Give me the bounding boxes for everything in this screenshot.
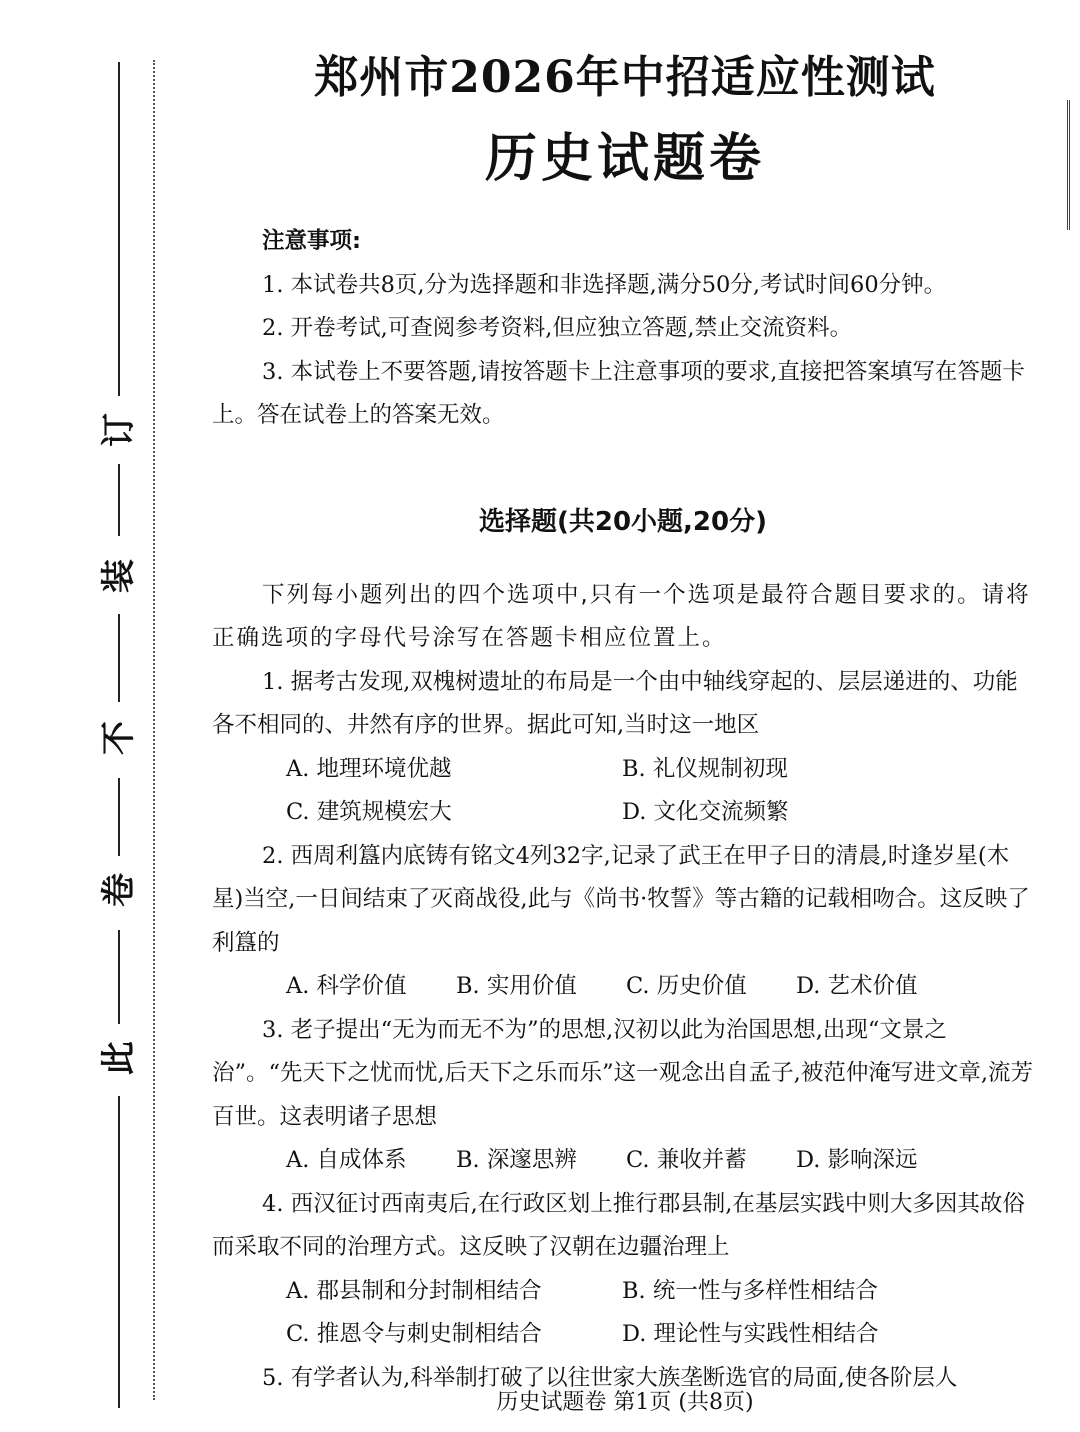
option: A. 郡县制和分封制相结合 xyxy=(286,1277,542,1304)
option: D. 影响深远 xyxy=(796,1147,918,1173)
option: D. 艺术价值 xyxy=(796,973,918,999)
binding-char-ci: 此 xyxy=(99,1035,139,1081)
exam-content xyxy=(212,220,1034,1400)
question-options xyxy=(212,748,1034,792)
binding-char-juan: 卷 xyxy=(99,867,139,913)
option: A. 自成体系 xyxy=(286,1147,407,1173)
option: A. 地理环境优越 xyxy=(286,755,452,782)
option: A. 科学价值 xyxy=(286,973,407,999)
binding-char-zhuang: 装 xyxy=(99,553,139,599)
option: C. 兼收并蓄 xyxy=(626,1147,747,1173)
option: C. 建筑规模宏大 xyxy=(286,799,452,825)
notice-item: 1. 本试卷共8页,分为选择题和非选择题,满分50分,考试时间60分钟。 xyxy=(262,271,947,298)
page-edge-mark xyxy=(1067,100,1080,230)
page-footer: 历史试题卷 第1页 (共8页) xyxy=(496,1390,754,1415)
question-stem: 4. 西汉征讨西南夷后,在行政区划上推行郡县制,在基层实践中则大多因其故俗而采取不同的治理方式。这反映了汉朝在边疆治理上 xyxy=(212,1190,1025,1260)
notice-item: 3. 本试卷上不要答题,请按答题卡上注意事项的要求,直接把答案填写在答题卡上。答在试卷上的答案无效。 xyxy=(212,358,1025,428)
question-stem: 1. 据考古发现,双槐树遗址的布局是一个由中轴线穿起的、层层递进的、功能各不相同的、井然有序的世界。据此可知,当时这一地区 xyxy=(212,668,1018,738)
binding-line-segment xyxy=(118,778,120,856)
option: B. 礼仪规制初现 xyxy=(622,755,788,782)
binding-line-segment xyxy=(118,464,120,536)
question-options xyxy=(212,791,1034,835)
option: C. 推恩令与刺史制相结合 xyxy=(286,1321,542,1347)
binding-line-segment xyxy=(118,614,120,702)
binding-line-bottom xyxy=(118,1096,120,1408)
binding-dotted-line xyxy=(153,60,155,1400)
question-stem: 2. 西周利簋内底铸有铭文4列32字,记录了武王在甲子日的清晨,时逢岁星(木星)当空,一日间结束了灭商战役,此与《尚书·牧誓》等古籍的记载相吻合。这反映了利簋的 xyxy=(212,842,1030,956)
question-options xyxy=(212,965,1034,1009)
question-options xyxy=(212,1270,1034,1314)
section-instruction: 下列每小题列出的四个选项中,只有一个选项是最符合题目要求的。请将正确选项的字母代号涂写在答题卡相应位置上。 xyxy=(212,581,1031,651)
question-stem: 5. 有学者认为,科举制打破了以往世家大族垄断选官的局面,使各阶层人 xyxy=(262,1364,958,1391)
exam-subject-title: 历史试题卷 xyxy=(484,129,765,189)
option: C. 历史价值 xyxy=(626,973,747,999)
binding-char-bu: 不 xyxy=(99,715,139,761)
notice-item: 2. 开卷考试,可查阅参考资料,但应独立答题,禁止交流资料。 xyxy=(262,315,853,341)
question-options xyxy=(212,1139,1034,1183)
section-title: 选择题(共20小题,20分) xyxy=(478,506,767,537)
option: B. 统一性与多样性相结合 xyxy=(622,1277,878,1304)
notice-heading: 注意事项: xyxy=(262,228,361,254)
question-stem: 3. 老子提出“无为而无不为”的思想,汉初以此为治国思想,出现“文景之治”。“先天下之忧而忧,后天下之乐而乐”这一观念出自孟子,被范仲淹写进文章,流芳百世。这表明诸子思想 xyxy=(212,1016,1033,1130)
question-options xyxy=(212,1313,1034,1357)
binding-char-ding: 订 xyxy=(99,407,139,453)
option: B. 实用价值 xyxy=(456,973,577,999)
option: D. 文化交流频繁 xyxy=(622,799,789,825)
binding-line-top xyxy=(118,62,120,396)
binding-line-segment xyxy=(118,930,120,1024)
option: D. 理论性与实践性相结合 xyxy=(622,1321,879,1347)
exam-title: 郑州市2026年中招适应性测试 xyxy=(314,52,936,103)
option: B. 深邃思辨 xyxy=(456,1147,577,1173)
